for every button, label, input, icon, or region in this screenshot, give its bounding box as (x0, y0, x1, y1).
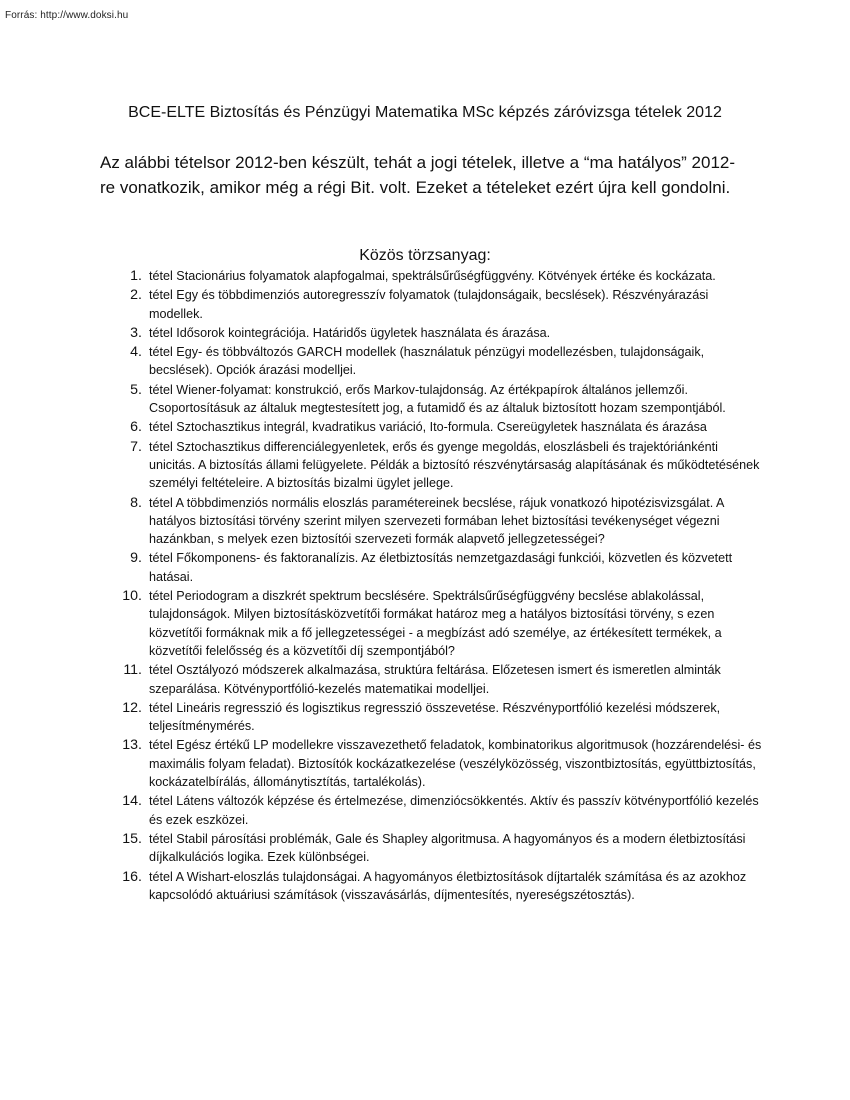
topic-number: 13. (122, 737, 142, 754)
section-title: Közös törzsanyag: (359, 247, 491, 264)
topic-text: tétel Osztályozó módszerek alkalmazása, struktúra feltárása. Előzetesen ismert és ismeretlen alminták szeparálása. Kötvényportfólió-kezelés matematikai modelljei. (149, 663, 721, 696)
topic-text: tétel Wiener-folyamat: konstrukció, erős Markov-tulajdonság. Az értékpapírok általános jellemzői. Csoportosításuk az általuk megtestesített jog, a futamidő és az általuk biztosított hozam szempontjából. (149, 382, 726, 416)
topic-text: tétel Lineáris regresszió és logisztikus regresszió összevetése. Részvényportfólió kezelési módszerek, teljesítménymérés. (149, 700, 721, 734)
list-item (114, 792, 764, 829)
topic-number: 7. (130, 438, 142, 455)
topic-text: tétel Egy- és többváltozós GARCH modellek (használatuk pénzügyi modellezésben, tulajdonságaik, becslések). Opciók árazási modelljei. (149, 345, 705, 378)
topic-number: 5. (130, 381, 142, 398)
topic-text: tétel A többdimenziós normális eloszlás paramétereinek becslése, rájuk vonatkozó hipotézisvizsgálat. A hatályos biztosítási törvény szerint milyen szervezeti formában lehet biztosítási tevékenységet végezni hazánkban, s melyek ezen biztosítói szervezeti formák alapvető jellegzetességei? (149, 495, 724, 547)
intro-paragraph: Az alábbi tételsor 2012-ben készült, tehát a jogi tételek, illetve a “ma hatályos” 2012-re vonatkozik, amikor még a régi Bit. volt. Ezeket a tételeket ezért újra kell gondolni. (100, 153, 736, 197)
list-item (114, 438, 764, 493)
topic-text: tétel Főkomponens- és faktoranalízis. Az életbiztosítás nemzetgazdasági funkciói, közvetlen és közvetett hatásai. (149, 551, 733, 584)
document-title: BCE-ELTE Biztosítás és Pénzügyi Matematika MSc képzés záróvizsga tételek 2012 (128, 104, 722, 121)
topic-number: 14. (122, 793, 142, 810)
list-item (114, 587, 764, 660)
topic-list (114, 267, 764, 905)
topic-text: tétel Periodogram a diszkrét spektrum becslésére. Spektrálsűrűségfüggvény becslése ablakolással, tulajdonságok. Milyen biztosításközvetítői formákat határoz meg a hatályos biztosítási törvény, s ezen közvetítői formáknak mik a fő jellegzetességei - a megbízást adó személye, az értékesített termékek, a közvetítői felelősség és a közvetítői díj szempontjából? (149, 589, 722, 658)
topic-text: tétel Stacionárius folyamatok alapfogalmai, spektrálsűrűségfüggvény. Kötvények értéke és kockázata. (149, 269, 716, 283)
topic-number: 15. (122, 830, 142, 847)
topic-text: tétel Látens változók képzése és értelmezése, dimenziócsökkentés. Aktív és passzív kötvényportfólió kezelés és ezek eszközei. (149, 794, 759, 827)
topic-number: 3. (130, 324, 142, 341)
list-item (114, 699, 764, 736)
list-item (114, 736, 764, 791)
list-item (114, 381, 764, 418)
topic-number: 4. (130, 344, 142, 361)
topic-number: 1. (130, 268, 142, 284)
topic-text: tétel Stabil párosítási problémák, Gale és Shapley algoritmusa. A hagyományos és a modern életbiztosítási díjkalkulációs logika. Ezek különbségei. (149, 831, 746, 865)
topic-number: 9. (130, 550, 142, 567)
topic-number: 12. (122, 699, 142, 716)
topic-text: tétel A Wishart-eloszlás tulajdonságai. A hagyományos életbiztosítások díjtartalék számítása és az azokhoz kapcsolódó aktuáriusi számítások (visszavásárlás, díjmentesítés, nyereségszétosztás). (149, 869, 747, 902)
topic-text: tétel Egész értékű LP modellekre visszavezethető feladatok, kombinatorikus algoritmusok (hozzárendelési- és maximális folyam feladat). Biztosítók kockázatkezelése (veszélyközösség, viszontbiztosítás, együttbiztosítás, kockázatelbírálás, állománytisztítás, tartalékolás). (149, 738, 762, 790)
list-item (114, 418, 764, 436)
topic-number: 10. (122, 588, 142, 605)
list-item (114, 343, 764, 380)
list-item (114, 868, 764, 905)
topic-text: tétel Sztochasztikus integrál, kvadratikus variáció, Ito-formula. Csereügyletek használata és árazása (149, 420, 707, 435)
topic-text: tétel Sztochasztikus differenciálegyenletek, erős és gyenge megoldás, eloszlásbeli és trajektóriánkénti unicitás. A biztosítás állami felügyelete. Példák a biztosító részvénytársaság alapításának és működtetésének személyi feltételeire. A biztosítás bizalmi ügylet jellege. (149, 439, 760, 491)
topic-number: 6. (130, 419, 142, 436)
list-item (114, 324, 764, 342)
list-item (114, 286, 764, 323)
list-item (114, 549, 764, 586)
topic-number: 2. (130, 287, 142, 304)
topic-number: 16. (122, 868, 142, 885)
list-item (114, 661, 764, 698)
topic-text: tétel Egy és többdimenziós autoregresszív folyamatok (tulajdonságaik, becslések). Részvényárazási modellek. (149, 288, 709, 321)
topic-number: 8. (130, 494, 142, 511)
list-item (114, 494, 764, 549)
topic-text: tétel Idősorok kointegrációja. Határidős ügyletek használata és árazása. (149, 325, 551, 340)
topic-number: 11. (123, 662, 142, 679)
list-item (114, 830, 764, 867)
list-item (114, 267, 764, 285)
source-label: Forrás: http://www.doksi.hu (5, 10, 129, 21)
